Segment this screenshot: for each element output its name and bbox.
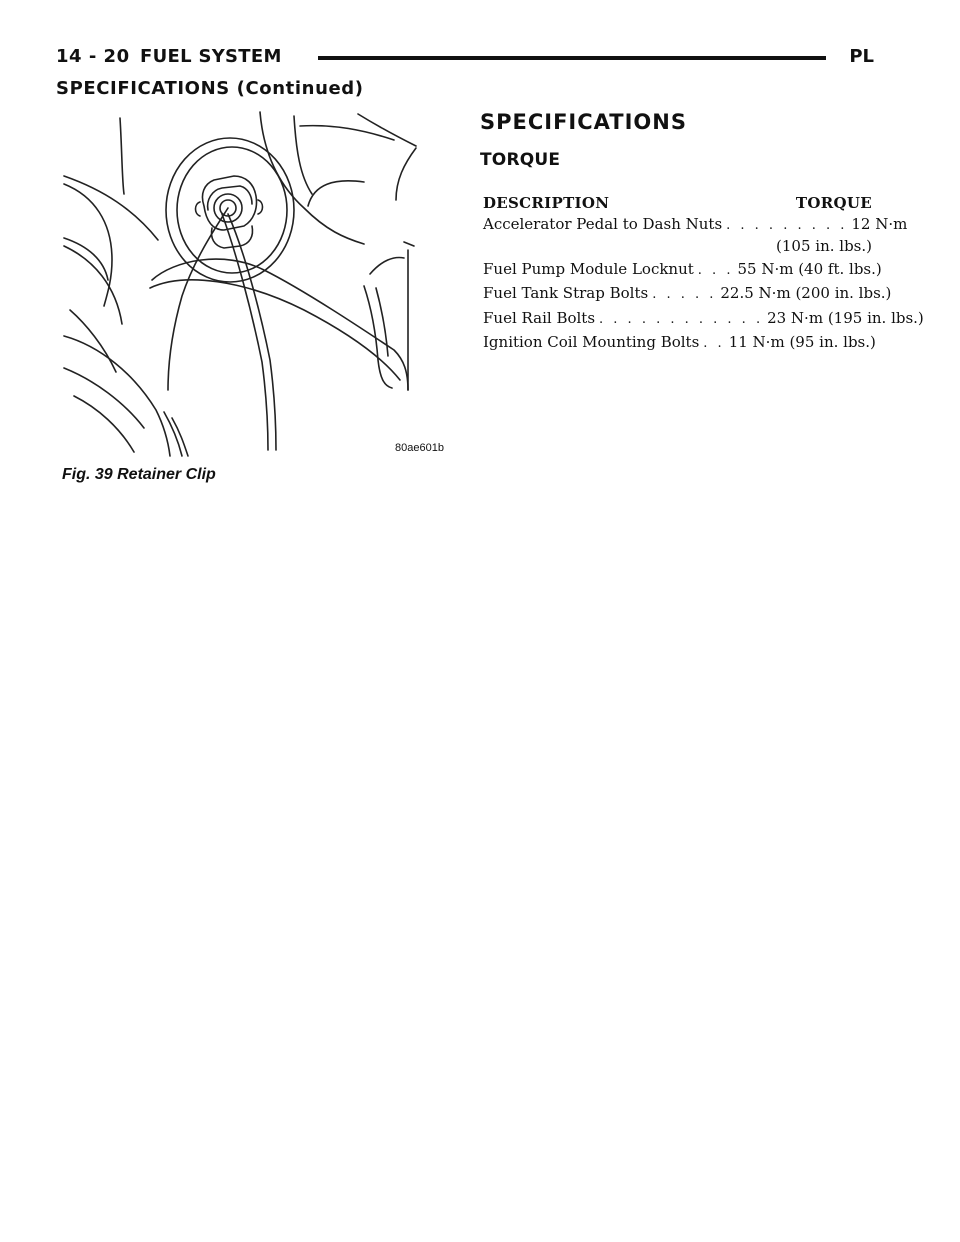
page-header [56,46,874,74]
column-header-description: DESCRIPTION [483,194,610,212]
table-row [483,283,892,306]
figure-caption: Fig. 39 Retainer Clip [62,466,216,483]
row-torque: 55 N·m (40 ft. lbs.) [737,259,882,278]
dot-leader: . . [703,336,725,351]
retainer-clip-illustration [64,110,448,456]
table-header-row [483,193,872,214]
row-description: Fuel Rail Bolts [483,308,596,327]
row-description: Ignition Coil Mounting Bolts [483,333,700,351]
torque-spec-table [483,193,924,355]
figure-image-code: 80ae601b [395,442,444,454]
continued-heading: SPECIFICATIONS (Continued) [56,78,364,99]
row-description: Fuel Pump Module Locknut [483,259,694,278]
dot-leader: . . . . . . . . . . . . [599,311,764,327]
row-torque: 12 N·m [851,214,908,233]
row-torque: 11 N·m (95 in. lbs.) [728,333,876,351]
row-description: Accelerator Pedal to Dash Nuts [483,214,723,233]
column-header-torque: TORQUE [795,194,872,212]
row-torque: 22.5 N·m (200 in. lbs.) [720,284,892,302]
row-torque-continued: (105 in. lbs.) [776,237,872,255]
torque-subheading: TORQUE [480,150,561,170]
section-title: FUEL SYSTEM [140,46,282,67]
table-row [483,332,876,355]
table-row-continuation [483,236,872,257]
specifications-heading: SPECIFICATIONS [480,110,687,134]
dot-leader: . . . [697,262,734,278]
table-row [483,308,924,331]
table-row [483,214,908,237]
dot-leader: . . . . . [652,287,717,302]
row-description: Fuel Tank Strap Bolts [483,284,649,302]
dot-leader: . . . . . . . . . [726,217,848,233]
row-torque: 23 N·m (195 in. lbs.) [767,308,924,327]
header-rule [318,56,826,60]
figure-retainer-clip [64,110,448,456]
model-code: PL [849,46,874,67]
table-row [483,259,882,282]
page-number: 14 - 20 [56,46,130,67]
